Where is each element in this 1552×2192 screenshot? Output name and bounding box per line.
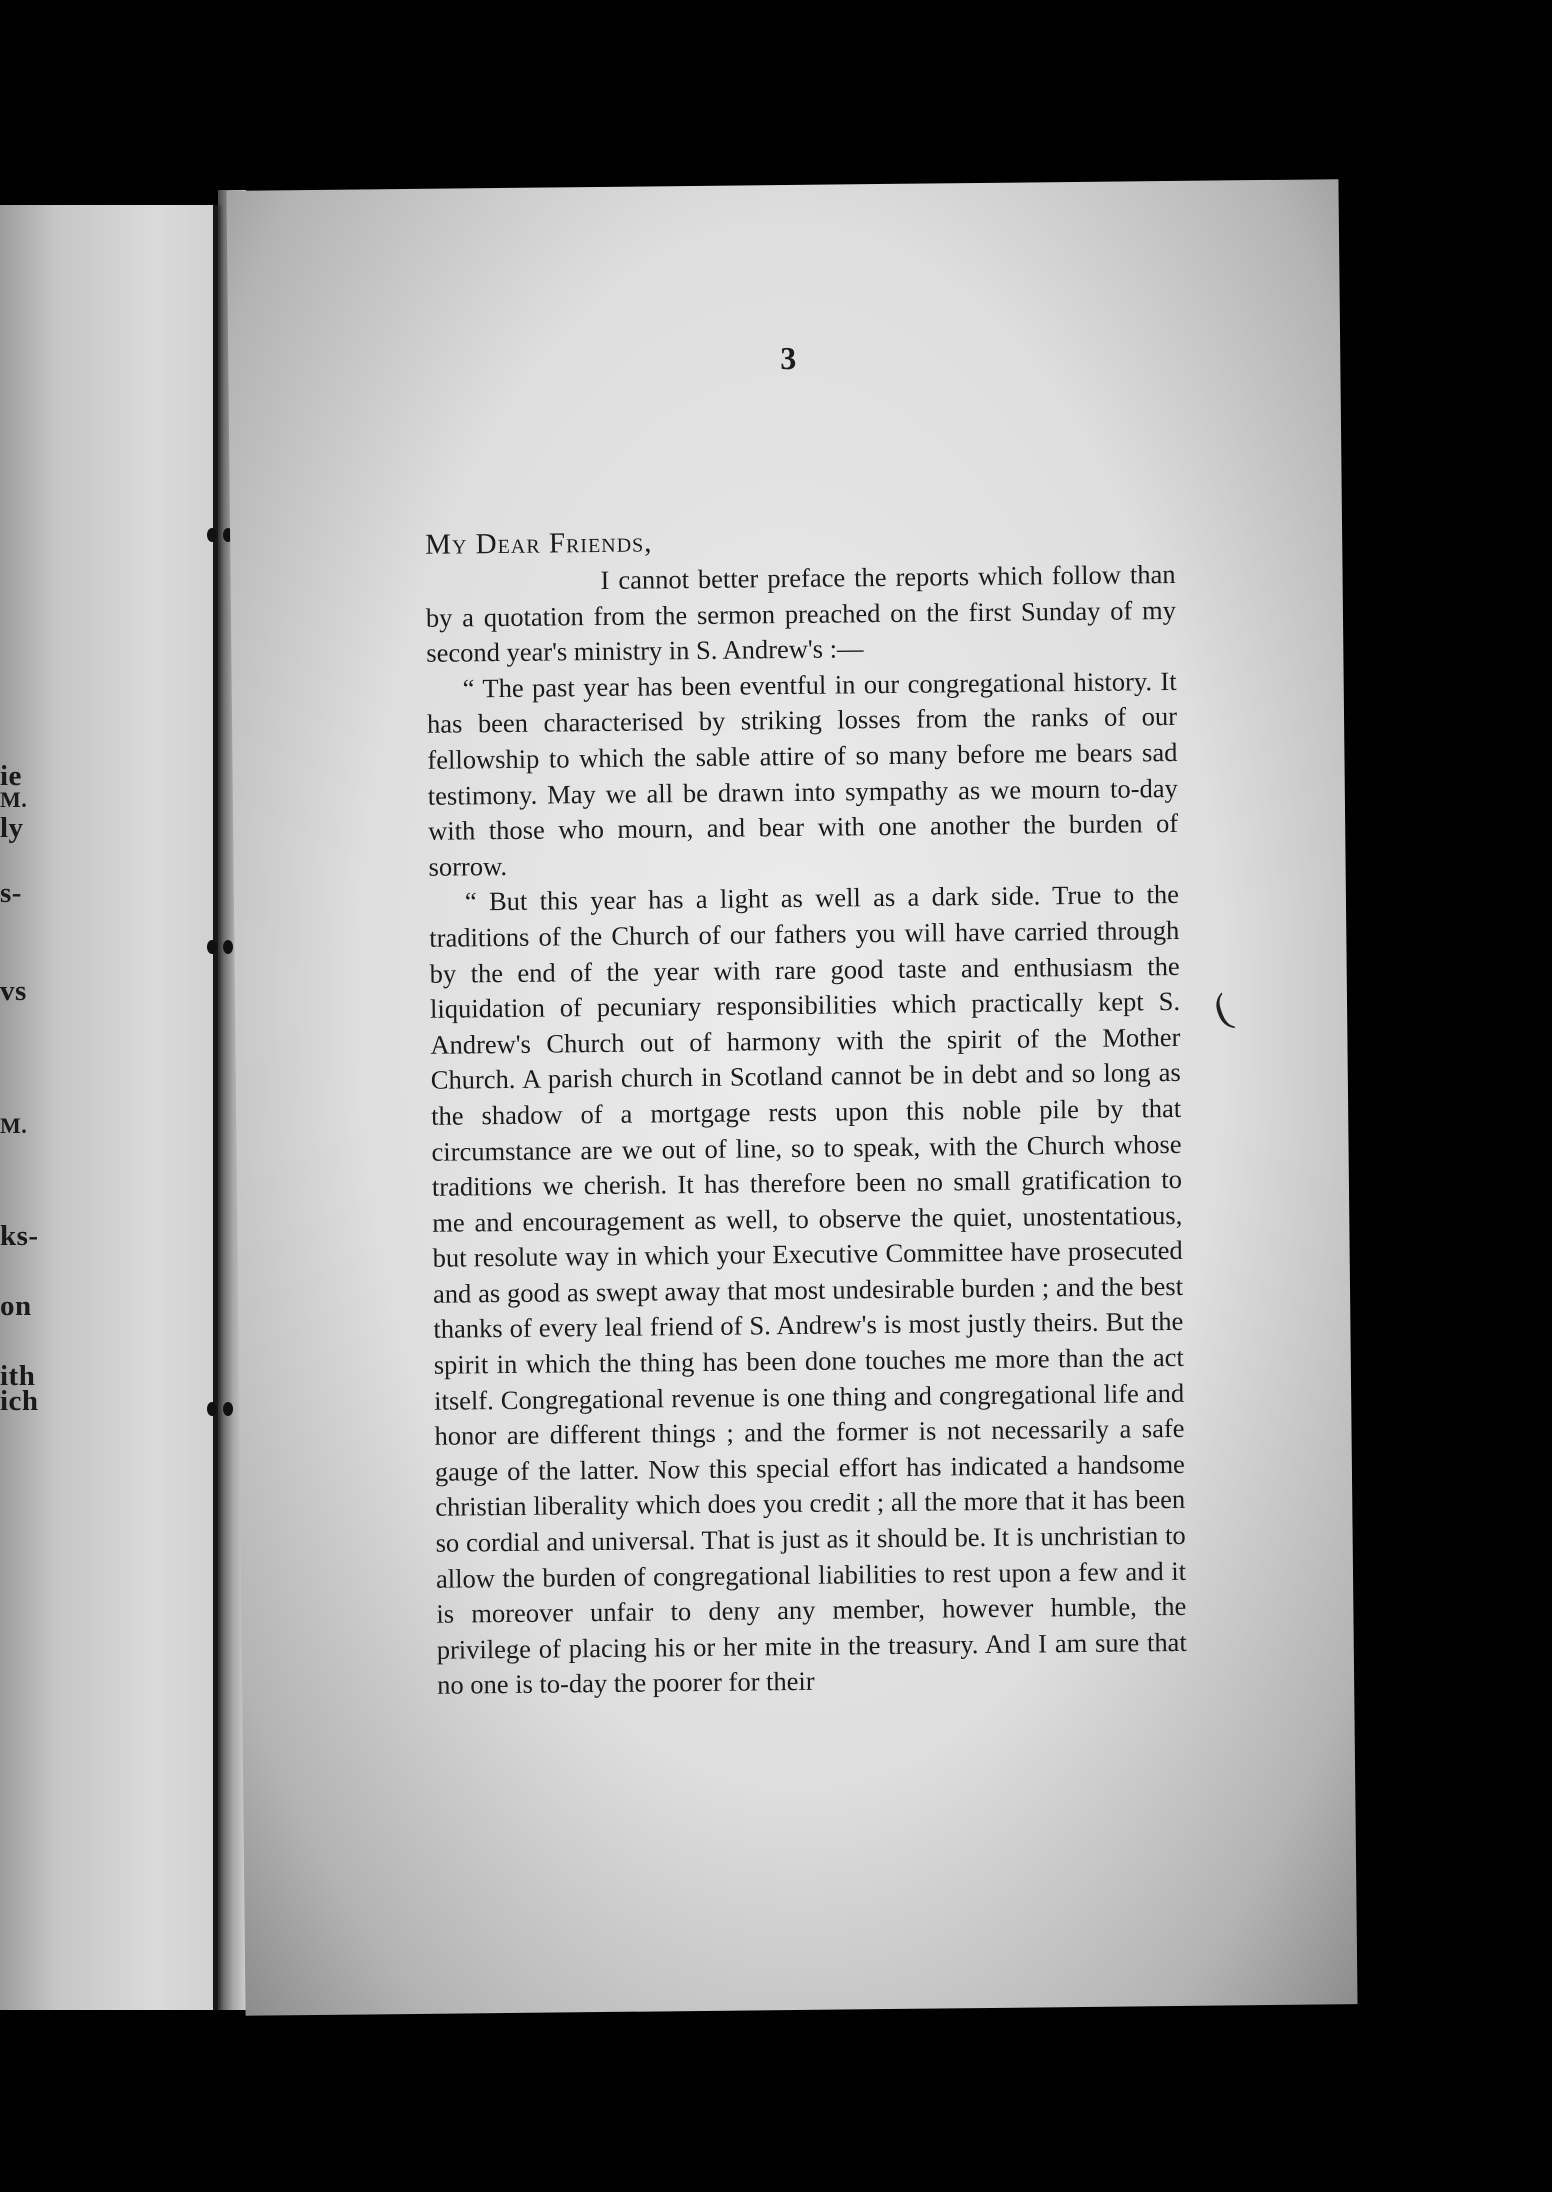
previous-page-text-fragment: ith bbox=[0, 1360, 36, 1392]
binding-stitch bbox=[206, 1402, 234, 1418]
previous-page-text-fragment: ks- bbox=[0, 1220, 39, 1252]
document-page bbox=[226, 179, 1357, 2016]
paragraph: I cannot better preface the reports which follow than by a quotation from the sermon preached on the first Sunday of my second year's ministry in S. Andrew's :— bbox=[425, 558, 1177, 668]
previous-page-text-fragment: M. bbox=[0, 787, 28, 812]
previous-page-text-fragment: ie bbox=[0, 760, 22, 792]
previous-page-text-fragment: ly bbox=[0, 812, 24, 844]
binding-stitch bbox=[206, 940, 234, 956]
previous-page-text-fragment: vs bbox=[0, 975, 27, 1007]
previous-page-text-fragment: ich bbox=[0, 1385, 39, 1417]
page-number: 3 bbox=[780, 339, 797, 377]
previous-page-text-fragment: M. bbox=[0, 1113, 28, 1138]
letter-body bbox=[425, 557, 1187, 1704]
binding-spine bbox=[213, 205, 218, 2010]
paragraph: “ The past year has been eventful in our congregational history. It has been characterised by striking losses from the ranks of our fellowship to which the sable attire of so many before me bears sad testimony. May we all be drawn into sympathy as we mourn to-day with those who mourn, and bear with one another the burden of sorrow. bbox=[426, 665, 1179, 882]
previous-page-text-fragment: on bbox=[0, 1290, 32, 1322]
pencil-mark-icon: ( bbox=[1207, 985, 1237, 1034]
previous-page-text-fragment: s- bbox=[0, 877, 22, 909]
previous-page-fragment bbox=[0, 205, 225, 2010]
salutation: My Dear Friends, bbox=[425, 526, 653, 561]
paragraph: “ But this year has a light as well as a dark side. True to the traditions of the Church of our fathers you will have carried through by the end of the year with rare good taste and enthusiasm the liquidation of pecuniary responsibilities which practically kept S. Andrew's Church out of harmony with the spirit of the Mother Church. A parish church in Scotland cannot be in debt and so long as the shadow of a mortgage rests upon this noble pile by that circumstance are we out of line, so to speak, with the Church whose traditions we cherish. It has therefore been no small gratification to me and encouragement as well, to observe the quiet, unostentatious, but resolute way in which your Executive Committee have prosecuted and as good as swept away that most undesirable burden ; and the best thanks of every leal friend of S. Andrew's is most justly theirs. But the spirit in which the thing has been done touches me more than the act itself. Congregational revenue is one thing and congregational life and honor are different things ; and the former is not necessarily a safe gauge of the latter. Now this special effort has indicated a handsome christian liberality which does you credit ; all the more that it has been so cordial and universal. That is just as it should be. It is unchristian to allow the burden of congregational liabilities to rest upon a few and it is moreover unfair to deny any member, however humble, the privilege of placing his or her mite in the treasury. And I am sure that no one is to-day the poorer for their bbox=[429, 879, 1187, 1701]
